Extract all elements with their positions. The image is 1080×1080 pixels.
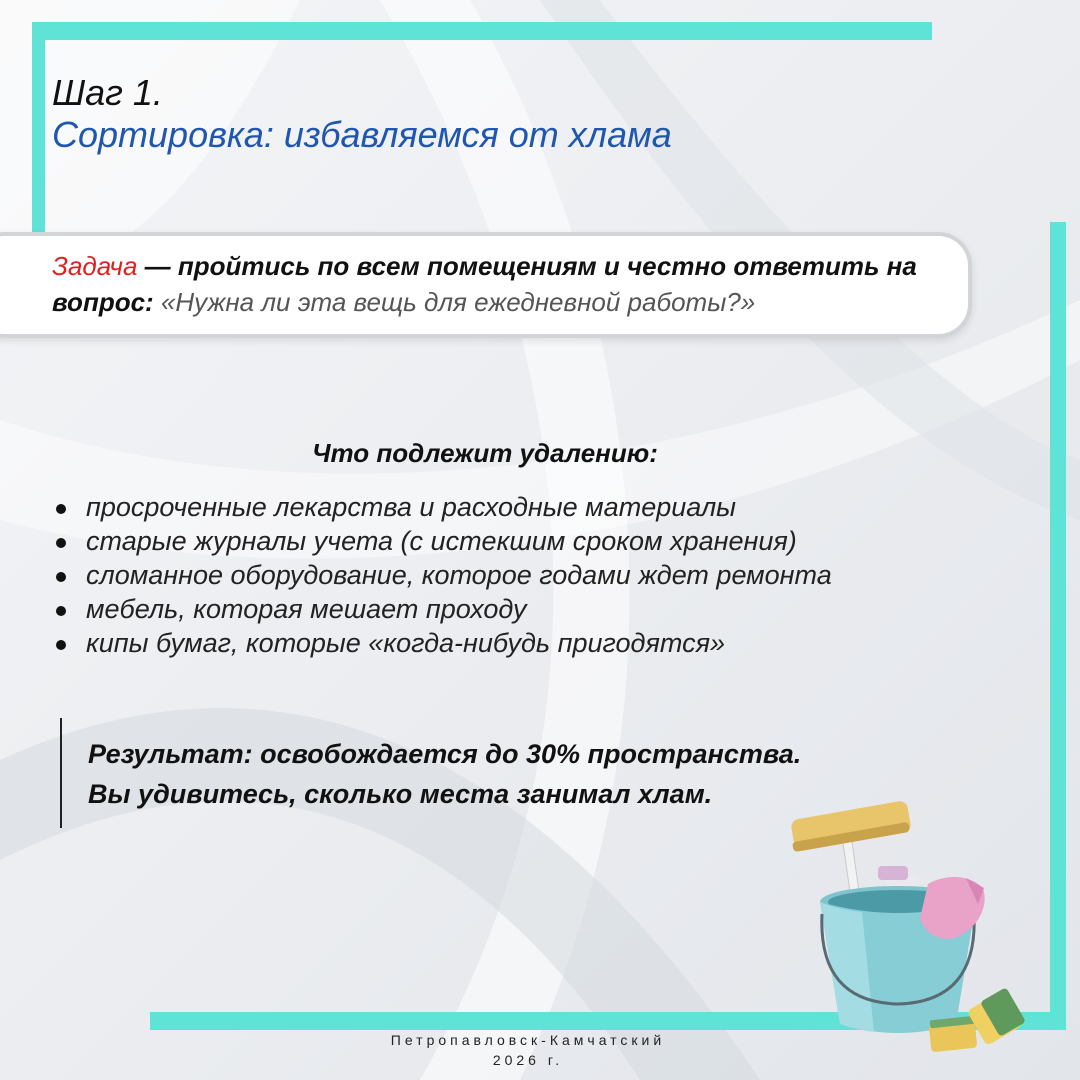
frame-bar-top [32,22,932,40]
task-label: Задача [52,251,138,281]
bullet-icon [56,538,66,548]
removal-list [52,490,992,660]
list-item [52,626,992,660]
bullet-icon [56,572,66,582]
frame-bar-right [1050,222,1066,1030]
list-item-text: сломанное оборудование, которое годами ждет ремонта [86,560,832,590]
step-subtitle: Сортировка: избавляемся от хлама [52,114,672,155]
frame-bar-left [32,22,45,232]
result-divider [60,718,62,828]
footer-city: Петропавловск-Камчатский [390,1032,666,1048]
list-item-text: кипы бумаг, которые «когда-нибудь пригодятся» [86,628,726,658]
footer-year: 2026 г. [492,1052,564,1068]
list-item [52,490,992,524]
step-title: Шаг 1. [52,72,163,113]
footer [0,1030,1056,1070]
task-text [52,248,962,320]
bullet-icon [56,606,66,616]
result-line-2: Вы удивитесь, сколько места занимал хлам. [88,779,713,809]
list-item-text: просроченные лекарства и расходные материалы [86,492,737,522]
result-line-1: Результат: освобождается до 30% пространства. [88,739,802,769]
bullet-icon [56,504,66,514]
cleaning-bucket-icon [778,792,1050,1062]
task-description: — пройтись по всем помещениям и честно ответить на вопрос: [52,251,917,317]
list-item-text: мебель, которая мешает проходу [86,594,527,624]
list-item-text: старые журналы учета (с истекшим сроком хранения) [86,526,797,556]
removal-heading: Что подлежит удалению: [312,438,658,468]
result-text [88,734,801,814]
list-item [52,592,992,626]
bullet-icon [56,640,66,650]
task-question: «Нужна ли эта вещь для ежедневной работы?» [160,287,756,317]
list-item [52,558,992,592]
list-item [52,524,992,558]
